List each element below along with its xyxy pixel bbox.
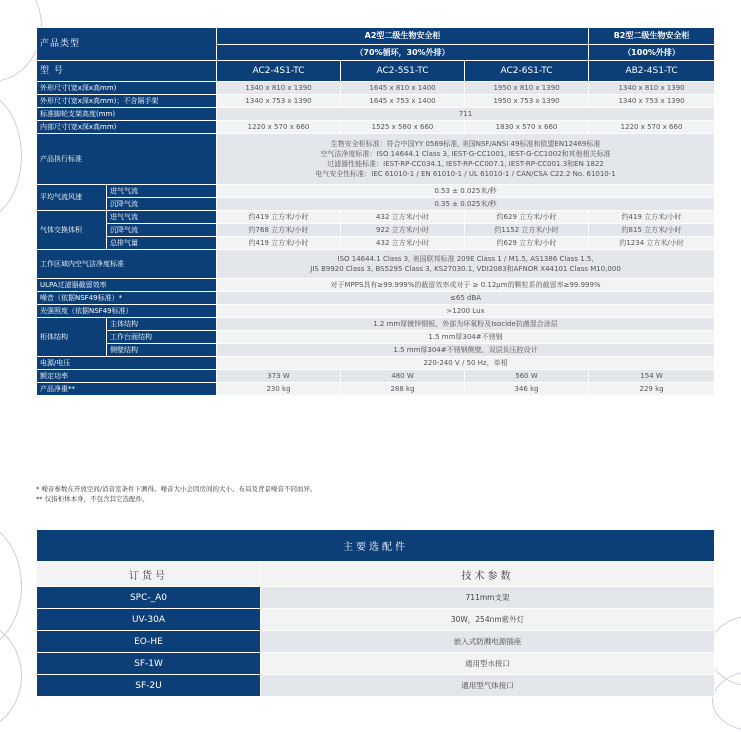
worktop-label: 工作台面结构 — [107, 331, 217, 344]
value-cell: 373 W — [217, 370, 341, 383]
value-cell: 约419 立方米/小时 — [217, 237, 341, 250]
net-weight-label: 产品净重** — [37, 383, 217, 396]
value-cell: 922 立方米/小时 — [341, 224, 465, 237]
accessories-title: 主要选配件 — [37, 530, 715, 562]
value-cell: 约815 立方米/小时 — [589, 224, 715, 237]
ulpa-value: 对于MPPS具有≥99.999%的截留效率或对于 ≥ 0.12μm的颗粒系的截留率≥99.999% — [217, 279, 715, 292]
decor-circle — [0, 620, 22, 732]
downflow-speed-value: 0.35 ± 0.025米/秒 — [217, 198, 715, 211]
value-cell: 346 kg — [465, 383, 589, 396]
main-structure-value: 1.2 mm厚镀锌钢板，外部为环氧粉及Isocide抗菌混合涂层 — [217, 318, 715, 331]
worktop-value: 1.5 mm厚304#不锈钢 — [217, 331, 715, 344]
value-cell: 432 立方米/小时 — [341, 211, 465, 224]
tech-param: 通用型气体接口 — [261, 675, 715, 697]
decor-circle — [0, 90, 22, 222]
inflow-speed-value: 0.53 ± 0.025米/秒 — [217, 185, 715, 198]
order-code: SPC-_A0 — [37, 587, 261, 609]
noise-label: 噪音（依据NSF49标准）* — [37, 292, 217, 305]
value-cell: 约629 立方米/小时 — [465, 211, 589, 224]
sidewall-value: 1.5 mm厚304#不锈钢侧壁，双层负压腔设计 — [217, 344, 715, 357]
model-cell: AC2-4S1-TC — [217, 61, 341, 82]
tech-param: 嵌入式防溅电源插座 — [261, 631, 715, 653]
standard-line: 电气安全性标准：IEC 61010-1 / EN 61010-1 / UL 61010-1 / CAN/CSA C22.2 No. 61010-1 — [315, 170, 616, 178]
value-cell: 560 W — [465, 370, 589, 383]
value-cell: 1950 x 753 x 1390 — [465, 95, 589, 108]
model-cell: AC2-6S1-TC — [465, 61, 589, 82]
value-cell: 约1152 立方米/小时 — [465, 224, 589, 237]
value-cell: 1220 x 570 x 660 — [589, 121, 715, 134]
internal-size-label: 内部尺寸(宽x深x高mm) — [37, 121, 217, 134]
cleanliness-line: JIS B9920 Class 3, BS5295 Class 3, KS27030.1, VDI2083和AFNOR X44101 Class M10,000 — [310, 265, 621, 273]
value-cell: 480 W — [341, 370, 465, 383]
sidewall-label: 侧壁结构 — [107, 344, 217, 357]
power-value: 220-240 V / 50 Hz，单相 — [217, 357, 715, 370]
value-cell: 约419 立方米/小时 — [589, 211, 715, 224]
order-code: UV-30A — [37, 609, 261, 631]
downflow-label: 沉降气流 — [107, 224, 217, 237]
value-cell: 154 W — [589, 370, 715, 383]
stand-height-value: 711 — [217, 108, 715, 121]
model-cell: AB2-4S1-TC — [589, 61, 715, 82]
b2-subtitle: （100%外排） — [589, 44, 715, 61]
inflow-label: 进气气流 — [107, 211, 217, 224]
downflow-label: 沉降气流 — [107, 198, 217, 211]
value-cell: 1830 x 570 x 660 — [465, 121, 589, 134]
value-cell: 1340 x 753 x 1390 — [589, 95, 715, 108]
standards-label: 产品执行标准 — [37, 134, 217, 185]
structure-label: 柜体结构 — [37, 318, 107, 357]
a2-title: A2型二级生物安全柜 — [217, 28, 589, 45]
cleanliness-value — [217, 250, 715, 279]
footnote-weight: ** 仅指柜体本身，不包含其它选配件。 — [36, 495, 149, 503]
value-cell: 1950 x 810 x 1390 — [465, 82, 589, 95]
value-cell: 约1234 立方米/小时 — [589, 237, 715, 250]
model-cell: AC2-5S1-TC — [341, 61, 465, 82]
standards-value — [217, 134, 715, 185]
value-cell: 230 kg — [217, 383, 341, 396]
value-cell: 288 kg — [341, 383, 465, 396]
order-code: EO-HE — [37, 631, 261, 653]
tech-param: 711mm支架 — [261, 587, 715, 609]
accessories-table — [36, 529, 715, 697]
cleanliness-line: ISO 14644.1 Class 3, 美国联邦标准 209E Class 1 / M1.5, AS1386 Class 1.5, — [337, 255, 594, 263]
value-cell: 1340 x 810 x 1390 — [589, 82, 715, 95]
spec-table — [36, 27, 715, 396]
air-volume-label: 气体交换体积 — [37, 211, 107, 250]
decor-circle — [712, 670, 741, 732]
stand-height-label: 标准脚轮支架高度(mm) — [37, 108, 217, 121]
value-cell: 1220 x 570 x 660 — [217, 121, 341, 134]
value-cell: 约629 立方米/小时 — [465, 237, 589, 250]
value-cell: 1525 x 580 x 660 — [341, 121, 465, 134]
value-cell: 432 立方米/小时 — [341, 237, 465, 250]
standard-line: 生物安全柜标准：符合中国YY 0569标准, 美国NSF/ANSI 49标准和欧盟EN12469标准 — [330, 140, 601, 148]
value-cell: 约419 立方米/小时 — [217, 211, 341, 224]
external-size-label: 外形尺寸(宽x深x高mm) — [37, 82, 217, 95]
external-size-nodiv-label: 外形尺寸(宽x深x高mm)；不含隔手架 — [37, 95, 217, 108]
value-cell: 1645 x 810 x 1400 — [341, 82, 465, 95]
noise-value: ≤65 dBA — [217, 292, 715, 305]
exhaust-label: 总排气量 — [107, 237, 217, 250]
cleanliness-label: 工作区域内空气洁净度标准 — [37, 250, 217, 279]
avg-airspeed-label: 平均气流风速 — [37, 185, 107, 211]
ulpa-label: ULPA过滤器截留效率 — [37, 279, 217, 292]
rated-power-label: 额定功率 — [37, 370, 217, 383]
order-code: SF-1W — [37, 653, 261, 675]
standard-line: 过滤器性能标准：IEST-RP-CC034.1, IEST-RP-CC007.1, IEST-RP-CC001.3和EN 1822 — [327, 160, 604, 168]
order-code: SF-2U — [37, 675, 261, 697]
footnotes — [36, 484, 317, 504]
footnote-noise: * 噪音参数在开放空间/消音室条件下测得。噪音大小会因房间的大小、布局及背景噪音不同而异。 — [36, 485, 317, 493]
light-label: 光强照度（依据NSF49标准） — [37, 305, 217, 318]
value-cell: 1340 x 753 x 1390 — [217, 95, 341, 108]
a2-subtitle: （70%循环，30%外排） — [217, 44, 589, 61]
value-cell: 229 kg — [589, 383, 715, 396]
value-cell: 约768 立方米/小时 — [217, 224, 341, 237]
model-label: 型 号 — [37, 61, 217, 82]
standard-line: 空气洁净度标准：ISO 14644.1 Class 3, IEST-G-CC1001, IEST-G-CC1002和其他相关标准 — [320, 150, 611, 158]
light-value: >1200 Lux — [217, 305, 715, 318]
value-cell: 1645 x 753 x 1400 — [341, 95, 465, 108]
col-tech-param: 技术参数 — [261, 562, 715, 587]
product-type-label: 产品类型 — [37, 28, 217, 61]
main-structure-label: 主体结构 — [107, 318, 217, 331]
power-label: 电源/电压 — [37, 357, 217, 370]
value-cell: 1340 x 810 x 1390 — [217, 82, 341, 95]
inflow-label: 进气气流 — [107, 185, 217, 198]
col-order-code: 订货号 — [37, 562, 261, 587]
tech-param: 30W，254nm紫外灯 — [261, 609, 715, 631]
tech-param: 通用型水接口 — [261, 653, 715, 675]
b2-title: B2型二级生物安全柜 — [589, 28, 715, 45]
